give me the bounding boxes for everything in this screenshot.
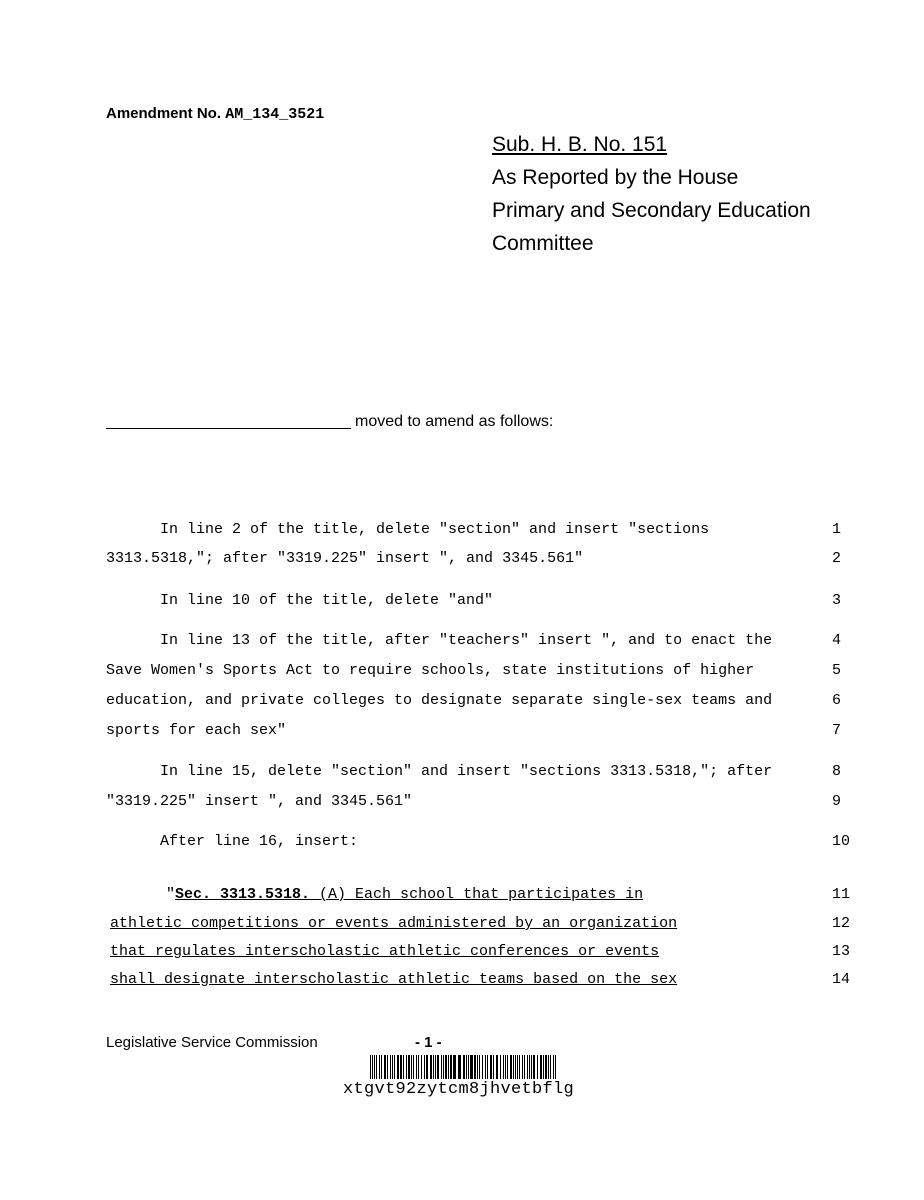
line-number: 6 xyxy=(832,692,842,709)
line-text: In line 15, delete "section" and insert "sections 3313.5318,"; after xyxy=(160,763,773,780)
amendment-line xyxy=(106,692,842,709)
bill-status-line-3: Committee xyxy=(492,232,594,255)
barcode-image xyxy=(370,1055,558,1079)
line-text: sports for each sex" xyxy=(106,722,287,739)
inserted-line-text xyxy=(175,886,643,903)
line-number: 14 xyxy=(832,971,851,988)
amendment-label-text: Amendment No. xyxy=(106,105,222,122)
section-text: (A) Each school that participates in xyxy=(310,886,644,903)
line-number: 10 xyxy=(832,833,851,850)
line-text: "3319.225" insert ", and 3345.561" xyxy=(106,793,413,810)
barcode-text: xtgvt92zytcm8jhvetbflg xyxy=(343,1080,575,1099)
line-number: 7 xyxy=(832,722,842,739)
bill-status-line-2: Primary and Secondary Education xyxy=(492,199,811,222)
amendment-line xyxy=(106,833,851,850)
inserted-line xyxy=(110,971,851,988)
line-number: 1 xyxy=(832,521,842,538)
inserted-line xyxy=(110,886,851,903)
section-label: Sec. 3313.5318. xyxy=(175,886,311,903)
amendment-number: AM_134_3521 xyxy=(225,106,325,123)
line-text: In line 10 of the title, delete "and" xyxy=(160,592,494,609)
inserted-line-text: athletic competitions or events administered by an organization xyxy=(110,915,678,932)
inserted-line xyxy=(110,943,851,960)
page-number: - 1 - xyxy=(415,1034,442,1051)
inserted-line-text: that regulates interscholastic athletic conferences or events xyxy=(110,943,660,960)
amendment-line xyxy=(106,592,842,609)
amendment-line xyxy=(106,793,842,810)
line-number: 9 xyxy=(832,793,842,810)
bill-status-line-1: As Reported by the House xyxy=(492,166,739,189)
line-number: 2 xyxy=(832,550,842,567)
bill-number: Sub. H. B. No. 151 xyxy=(492,133,668,156)
line-text: In line 2 of the title, delete "section" and insert "sections xyxy=(160,521,710,538)
line-number: 3 xyxy=(832,592,842,609)
amendment-line xyxy=(106,550,842,567)
amendment-line xyxy=(106,632,842,649)
line-text: After line 16, insert: xyxy=(160,833,359,850)
inserted-line-text: shall designate interscholastic athletic teams based on the sex xyxy=(110,971,678,988)
mover-text: moved to amend as follows: xyxy=(355,413,554,430)
line-number: 11 xyxy=(832,886,851,903)
mover-name-blank xyxy=(106,412,351,429)
line-text: Save Women's Sports Act to require schools, state institutions of higher xyxy=(106,662,755,679)
amendment-line xyxy=(106,521,842,538)
inserted-line xyxy=(110,915,851,932)
opening-quote: " xyxy=(166,886,176,903)
bill-info xyxy=(492,128,811,260)
line-number: 8 xyxy=(832,763,842,780)
line-text: 3313.5318,"; after "3319.225" insert ", and 3345.561" xyxy=(106,550,584,567)
line-number: 4 xyxy=(832,632,842,649)
amendment-label xyxy=(106,105,324,123)
line-text: In line 13 of the title, after "teachers" insert ", and to enact the xyxy=(160,632,773,649)
line-number: 5 xyxy=(832,662,842,679)
mover-line xyxy=(106,412,553,431)
line-text: education, and private colleges to designate separate single-sex teams and xyxy=(106,692,773,709)
amendment-line xyxy=(106,722,842,739)
line-number: 12 xyxy=(832,915,851,932)
amendment-line xyxy=(106,662,842,679)
footer-commission: Legislative Service Commission xyxy=(106,1034,318,1051)
amendment-line xyxy=(106,763,842,780)
line-number: 13 xyxy=(832,943,851,960)
